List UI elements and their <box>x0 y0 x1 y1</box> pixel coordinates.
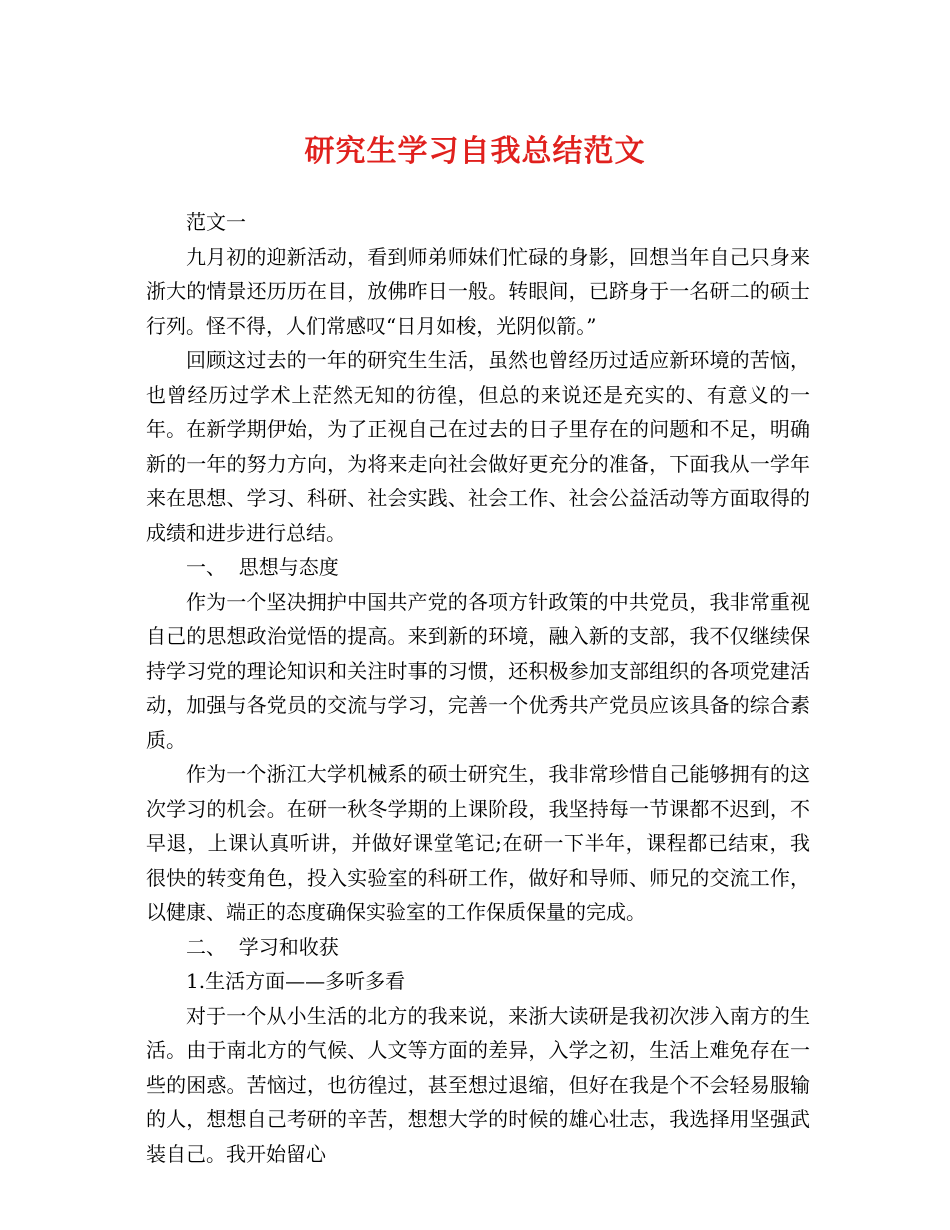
document-body <box>146 205 810 1171</box>
paragraph: 作为一个坚决拥护中国共产党的各项方针政策的中共党员，我非常重视自己的思想政治觉悟的提高。来到新的环境，融入新的支部，我不仅继续保持学习党的理论知识和关注时事的习惯，还积极参加支部组织的各项党建活动，加强与各党员的交流与学习，完善一个优秀共产党员应该具备的综合素质。 <box>146 589 810 752</box>
paragraph-sample-label: 范文一 <box>186 210 246 234</box>
paragraph: 九月初的迎新活动，看到师弟师妹们忙碌的身影，回想当年自己只身来浙大的情景还历历在目，放佛昨日一般。转眼间，已跻身于一名研二的硕士行列。怪不得，人们常感叹“日月如梭，光阴似箭。” <box>146 244 810 338</box>
subsection-heading: 1.生活方面——多听多看 <box>186 969 406 993</box>
paragraph: 对于一个从小生活的北方的我来说，来浙大读研是我初次涉入南方的生活。由于南北方的气候、人文等方面的差异，入学之初，生活上难免存在一些的困惑。苦恼过，也彷徨过，甚至想过退缩，但好在我是个不会轻易服输的人，想想自己考研的辛苦，想想大学的时候的雄心壮志，我选择用坚强武装自己。我开始留心 <box>146 1003 810 1166</box>
document-title: 研究生学习自我总结范文 <box>304 134 646 169</box>
paragraph: 作为一个浙江大学机械系的硕士研究生，我非常珍惜自己能够拥有的这次学习的机会。在研一秋冬学期的上课阶段，我坚持每一节课都不迟到，不早退，上课认真听讲，并做好课堂笔记;在研一下半年，课程都已结束，我很快的转变角色，投入实验室的科研工作，做好和导师、师兄的交流工作，以健康、端正的态度确保实验室的工作保质保量的完成。 <box>146 762 810 924</box>
section-heading: 二、 学习和收获 <box>186 934 339 959</box>
paragraph: 回顾这过去的一年的研究生生活，虽然也曾经历过适应新环境的苦恼，也曾经历过学术上茫然无知的彷徨，但总的来说还是充实的、有意义的一年。在新学期伊始，为了正视自己在过去的日子里存在的问题和不足，明确新的一年的努力方向，为将来走向社会做好更充分的准备，下面我从一学年来在思想、学习、科研、社会实践、社会工作、社会公益活动等方面取得的成绩和进步进行总结。 <box>146 348 810 545</box>
section-heading: 一、 思想与态度 <box>186 555 339 579</box>
